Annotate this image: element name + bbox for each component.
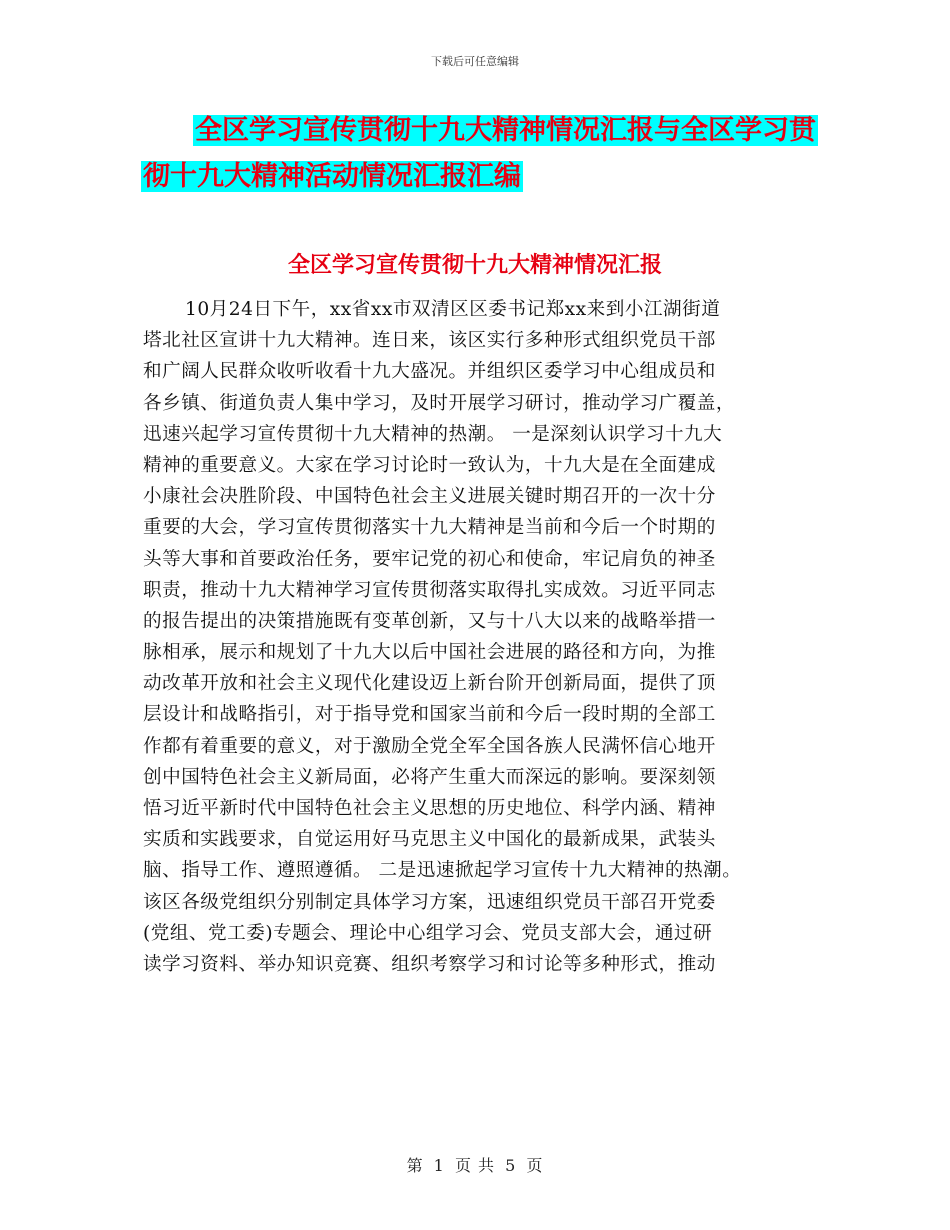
body-line: (党组、党工委)专题会、理论中心组学习会、党员支部大会，通过研 bbox=[143, 922, 713, 944]
body-line: 职责，推动十九大精神学习宣传贯彻落实取得扎实成效。习近平同志 bbox=[143, 579, 716, 601]
body-line: 精神的重要意义。大家在学习讨论时一致认为，十九大是在全面建成 bbox=[143, 454, 716, 476]
header-note: 下载后可任意编辑 bbox=[431, 55, 519, 68]
title-line-1 bbox=[120, 108, 850, 154]
footer-middle: 页 共 bbox=[454, 1156, 496, 1175]
body-line: 层设计和战略指引，对于指导党和国家当前和今后一段时期的全部工 bbox=[143, 704, 716, 726]
body-line: 读学习资料、举办知识竞赛、组织考察学习和讨论等多种形式，推动 bbox=[143, 953, 716, 975]
title-line-1-text: 全区学习宣传贯彻十九大精神情况汇报与全区学习贯 bbox=[195, 115, 816, 146]
body-line: 重要的大会，学习宣传贯彻落实十九大精神是当前和今后一个时期的 bbox=[143, 517, 716, 539]
total-pages: 5 bbox=[505, 1156, 517, 1175]
body-line: 创中国特色社会主义新局面，必将产生重大而深远的影响。要深刻领 bbox=[143, 766, 716, 788]
body-text bbox=[143, 294, 808, 980]
page-footer bbox=[0, 1153, 950, 1176]
body-line: 头等大事和首要政治任务，要牢记党的初心和使命，牢记肩负的神圣 bbox=[143, 548, 716, 570]
title-line-2 bbox=[120, 154, 850, 200]
footer-suffix: 页 bbox=[526, 1156, 544, 1175]
body-line: 和广阔人民群众收听收看十九大盛况。并组织区委学习中心组成员和 bbox=[143, 361, 716, 383]
current-page-number: 1 bbox=[433, 1156, 445, 1175]
body-line: 实质和实践要求，自觉运用好马克思主义中国化的最新成果，武装头 bbox=[143, 829, 716, 851]
body-line: 小康社会决胜阶段、中国特色社会主义进展关键时期召开的一次十分 bbox=[143, 486, 716, 508]
body-line: 各乡镇、街道负责人集中学习，及时开展学习研讨，推动学习广覆盖， bbox=[143, 392, 735, 414]
body-line: 脉相承，展示和规划了十九大以后中国社会进展的路径和方向，为推 bbox=[143, 642, 716, 664]
body-line: 的报告提出的决策措施既有变革创新，又与十八大以来的战略举措一 bbox=[143, 610, 716, 632]
body-line: 迅速兴起学习宣传贯彻十九大精神的热潮。 一是深刻认识学习十九大 bbox=[143, 423, 723, 445]
body-line: 悟习近平新时代中国特色社会主义思想的历史地位、科学内涵、精神 bbox=[143, 798, 716, 819]
title-line-2-text: 彻十九大精神活动情况汇报汇编 bbox=[143, 161, 521, 192]
document-title bbox=[120, 108, 850, 200]
body-line: 10月24日下午，xx省xx市双清区区委书记郑xx来到小江湖街道 bbox=[185, 299, 721, 320]
body-line: 动改革开放和社会主义现代化建设迈上新台阶开创新局面，提供了顶 bbox=[143, 673, 716, 695]
body-line: 该区各级党组织分别制定具体学习方案，迅速组织党员干部召开党委 bbox=[143, 891, 716, 913]
body-line: 塔北社区宣讲十九大精神。连日来，该区实行多种形式组织党员干部 bbox=[143, 330, 716, 352]
footer-prefix: 第 bbox=[406, 1156, 424, 1175]
body-line: 脑、指导工作、遵照遵循。 二是迅速掀起学习宣传十九大精神的热潮。 bbox=[143, 860, 742, 882]
section-title: 全区学习宣传贯彻十九大精神情况汇报 bbox=[287, 253, 662, 278]
body-line: 作都有着重要的意义，对于激励全党全军全国各族人民满怀信心地开 bbox=[143, 735, 716, 757]
